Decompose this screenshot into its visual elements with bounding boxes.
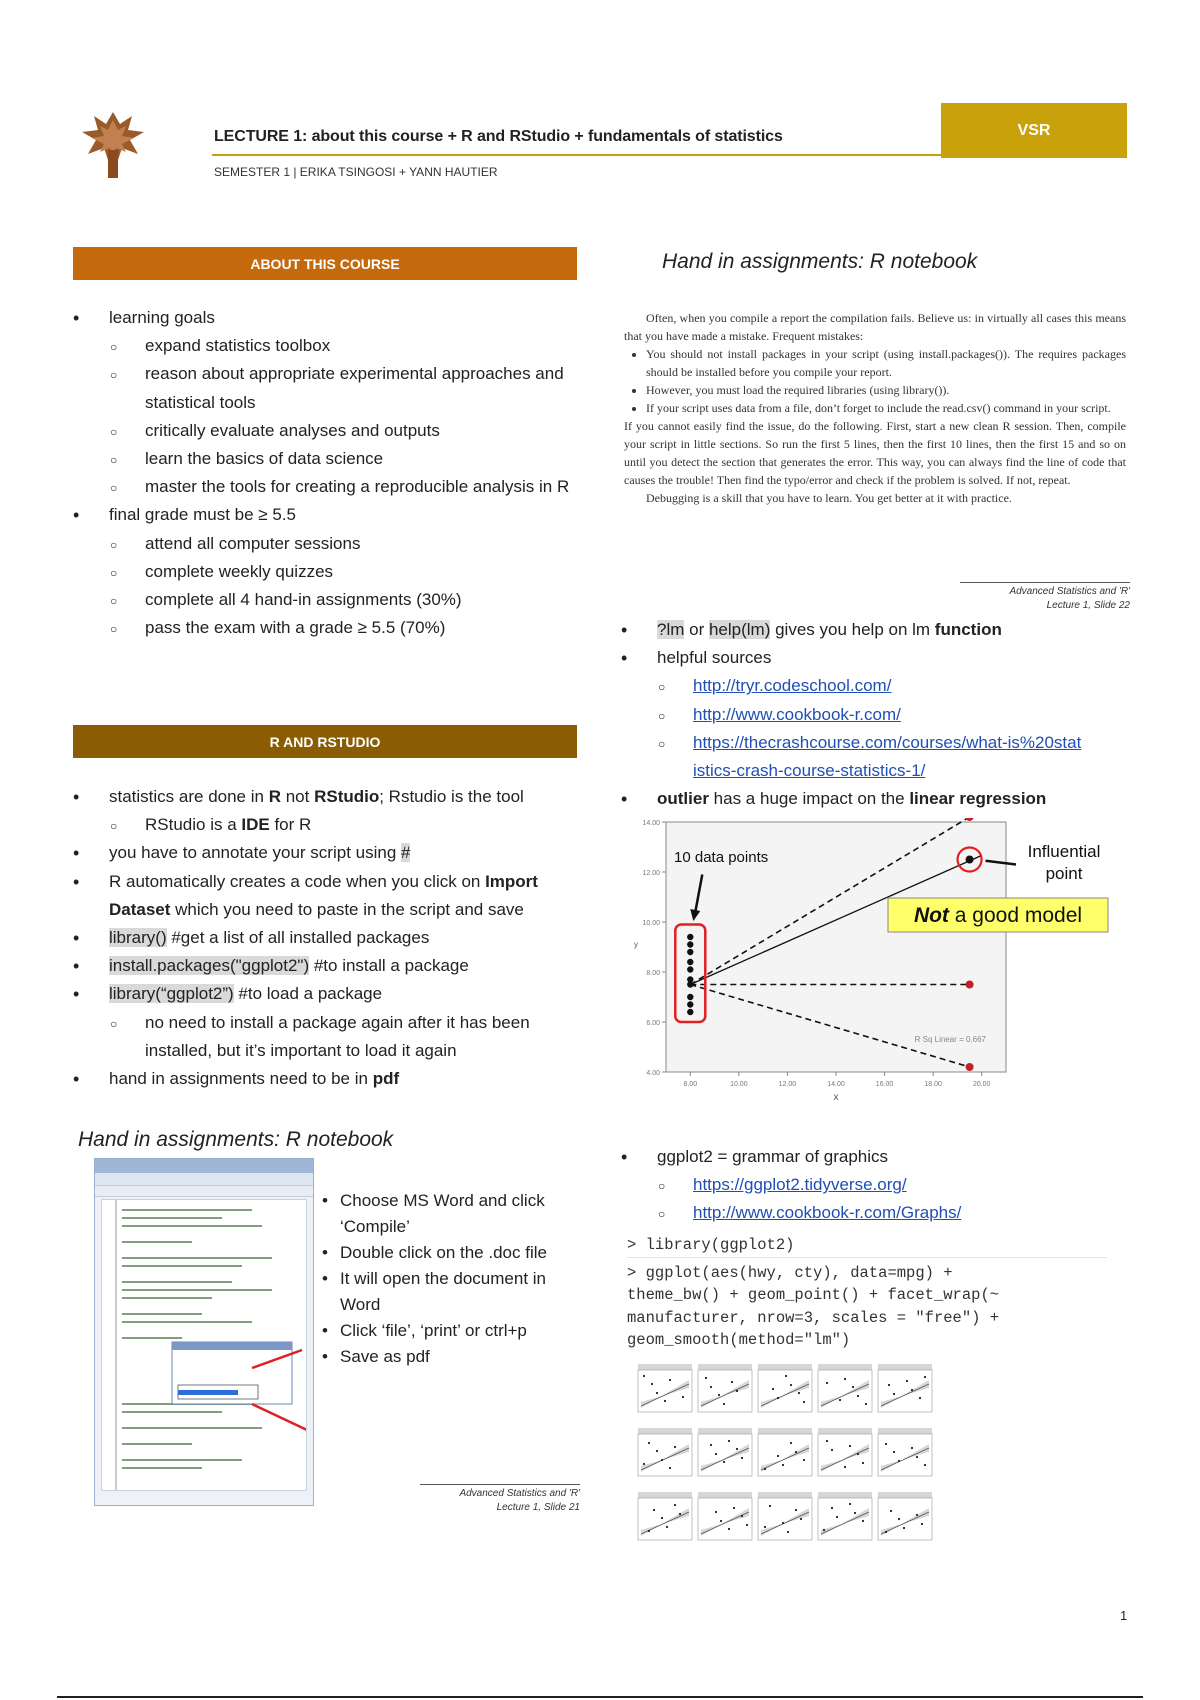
link-cookbook[interactable]: http://www.cookbook-r.com/ [693,704,901,724]
outlier-point [966,818,974,821]
x-tick-label: 10.00 [730,1081,748,1088]
list-item: • learning goals [73,304,583,332]
slide22-title: Hand in assignments: R notebook [662,250,978,273]
list-item: • Double click on the .doc file [322,1243,547,1262]
list-item: ○ critically evaluate analyses and outputs [73,417,583,445]
list-item: • ggplot2 = grammar of graphics [621,1143,1141,1171]
label-model: Not a good model [913,904,1083,927]
vsr-badge: VSR [941,103,1127,158]
list-item [621,672,1141,700]
code-lines-illustration [102,1200,306,1490]
facet-panel [758,1364,812,1412]
y-tick-label: 12.00 [642,870,660,877]
list-item: • install.packages("ggplot2") #to install a package [73,952,583,980]
page-title: LECTURE 1: about this course + R and RStudio + fundamentals of statistics [214,128,783,145]
x-tick-label: 12.00 [778,1081,797,1088]
list-item: • Click ‘file’, ‘print’ or ctrl+p [322,1321,527,1340]
rstudio-list [73,783,583,1093]
list-item [621,1199,1141,1227]
list-item [621,1171,1141,1199]
link-tryr[interactable]: http://tryr.codeschool.com/ [693,676,892,696]
facet-panel [818,1428,872,1476]
data-point [687,994,693,1000]
list-item: ○ pass the exam with a grade ≥ 5.5 (70%) [73,614,583,642]
list-item: • hand in assignments need to be in pdf [73,1065,583,1093]
footer-rule [57,1696,1143,1698]
y-tick-label: 4.00 [646,1070,660,1077]
page-number: 1 [1120,1608,1128,1623]
x-tick-label: 20.00 [972,1081,991,1088]
list-item: • statistics are done in R not RStudio; Rstudio is the tool [73,783,583,811]
y-tick-label: 14.00 [642,820,660,827]
r-squared-label: R Sq Linear = 0.667 [914,1035,986,1044]
list-item: • final grade must be ≥ 5.5 [73,501,583,529]
link-crashcourse[interactable]: https://thecrashcourse.com/courses/what-is%20stat istics-crash-course-statistics-1/ [693,732,1082,781]
data-point [687,1009,693,1015]
ggplot-list [621,1143,1141,1228]
slide22-body: Often, when you compile a report the compilation fails. Believe us: in virtually all cases this means that you have made a mistake. Frequent mistakes: • You should not install packages in your script (using install.packages()). The requires packages should be installed before you compile your report. • However, you must load the required libraries (using library()). • If your script uses data from a file, don’t forget to include the read.csv() command in your script. If you cannot easily find the issue, do the following. First, start a new clean R session. Then, compile your script in little sections. So run the first 5 lines, then the first 10 lines, then the first 15 and so on until you detect the section that generates the error. This way, you can always find the line of code that causes the trouble! Then find the typo/error and check if the problem is solved. If not, repeat. Debugging is a skill that you have to learn. You get better at it with practice. [624,309,1126,507]
facet-panel [638,1364,692,1412]
facet-panel [638,1428,692,1476]
x-axis-label: x [833,1092,839,1103]
y-axis-label: y [634,940,638,949]
y-tick-label: 8.00 [646,970,660,977]
ggplot-code-block: > library(ggplot2) > ggplot(aes(hwy, cty), data=mpg) + theme_bw() + geom_point() + facet_wrap(~ manufacturer, nrow=3, scales = "free") + geom_smooth(method="lm") [627,1234,1107,1352]
data-point [687,934,693,940]
list-item: ○ master the tools for creating a reproducible analysis in R [73,473,583,501]
list-item: • library() #get a list of all installed packages [73,924,583,952]
list-item: ○ RStudio is a IDE for R [73,811,583,839]
compile-steps-list [322,1188,582,1370]
facet-panel [698,1492,752,1540]
list-item: ○ complete weekly quizzes [73,558,583,586]
link-cookbook-graphs[interactable]: http://www.cookbook-r.com/Graphs/ [693,1203,962,1223]
outlier-chart [626,818,1126,1138]
slide22-footer: Advanced Statistics and 'R' Lecture 1, Slide 22 [960,582,1130,613]
facet-panel [698,1364,752,1412]
label-data-points: 10 data points [674,849,769,866]
list-item: • helpful sources [621,644,1141,672]
list-item: • R automatically creates a code when you click on Import Dataset which you need to paste in the script and save [73,868,583,924]
list-item: • It will open the document in Word [322,1269,547,1314]
link-ggplot2[interactable]: https://ggplot2.tidyverse.org/ [693,1175,907,1195]
label-influential: Influential [1027,842,1101,861]
x-tick-label: 16.00 [875,1081,894,1088]
data-point [687,966,693,972]
facet-panel [698,1428,752,1476]
y-tick-label: 10.00 [642,920,660,927]
facet-panel [758,1428,812,1476]
label-influential: point [1045,864,1083,883]
facet-panel [818,1364,872,1412]
x-tick-label: 8.00 [683,1081,698,1088]
course-logo-icon [80,110,146,180]
facet-panel [878,1492,932,1540]
data-point [687,949,693,955]
list-item: • Save as pdf [322,1347,430,1366]
data-point [687,959,693,965]
slide21-footer: Advanced Statistics and 'R' Lecture 1, Slide 21 [420,1484,580,1515]
data-point [687,976,693,982]
y-tick-label: 6.00 [646,1020,660,1027]
header-rule [212,154,944,156]
about-list [73,304,583,642]
outlier-point [966,981,974,989]
facet-panel [878,1428,932,1476]
list-item: • Choose MS Word and click ‘Compile’ [322,1191,545,1236]
facet-plots-illustration [632,1360,952,1560]
facet-panel [758,1492,812,1540]
outlier-point [966,856,974,864]
help-list [621,616,1141,813]
x-tick-label: 14.00 [827,1081,845,1088]
page-subtitle: SEMESTER 1 | ERIKA TSINGOSI + YANN HAUTIER [214,165,498,179]
x-tick-label: 18.00 [924,1081,942,1088]
list-item: • outlier has a huge impact on the linear regression [621,785,1141,813]
facet-plot-grid [632,1360,952,1560]
outlier-point [966,1063,974,1071]
data-point [687,1001,693,1007]
list-item [621,729,1141,785]
data-point [687,941,693,947]
list-item: • library(“ggplot2”) #to load a package [73,980,583,1008]
list-item: ○ complete all 4 hand-in assignments (30%) [73,586,583,614]
list-item [621,701,1141,729]
list-item: • you have to annotate your script using # [73,839,583,867]
list-item: ○ attend all computer sessions [73,530,583,558]
rstudio-screenshot [94,1158,314,1506]
outlier-chart-svg [626,818,1126,1138]
list-item: ○ reason about appropriate experimental approaches and statistical tools [73,360,583,416]
facet-panel [638,1492,692,1540]
list-item: • ?lm or help(lm) gives you help on lm function [621,616,1141,644]
slide21-title: Hand in assignments: R notebook [78,1128,394,1151]
about-section-heading: ABOUT THIS COURSE [73,247,577,280]
list-item: ○ expand statistics toolbox [73,332,583,360]
facet-panel [878,1364,932,1412]
list-item: ○ no need to install a package again after it has been installed, but it’s important to load it again [73,1009,583,1065]
rstudio-section-heading: R AND RSTUDIO [73,725,577,758]
facet-panel [818,1492,872,1540]
list-item: ○ learn the basics of data science [73,445,583,473]
